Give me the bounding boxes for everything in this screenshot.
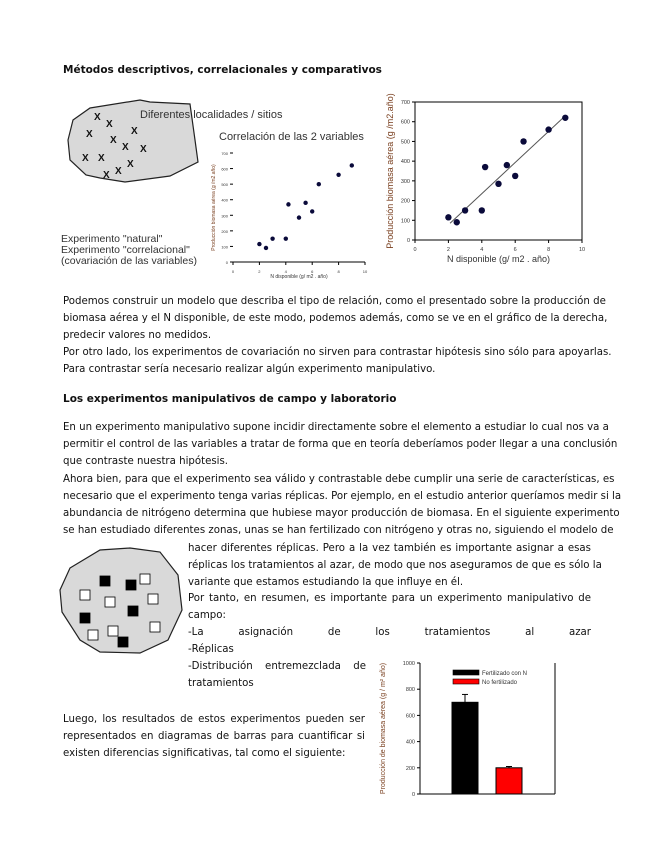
data-point <box>545 126 551 132</box>
text-line: -La asignación de los tratamientos al azar <box>188 627 591 638</box>
y-tick-label: 200 <box>400 198 410 205</box>
text-line: Luego, los resultados de estos experimentos pueden ser <box>63 714 365 725</box>
y-tick-label: 300 <box>221 213 228 219</box>
data-point <box>462 207 468 213</box>
site-marker: X <box>98 153 105 164</box>
text-line: Podemos construir un modelo que describa el tipo de relación, como el presentado sobre la producción de <box>63 296 606 307</box>
y-tick-label: 400 <box>405 739 415 746</box>
y-tick-label: 1000 <box>402 661 415 667</box>
data-point <box>454 219 460 225</box>
x-axis-label: N disponible (g/ m2 . año) <box>446 254 551 264</box>
control-plot <box>108 626 118 636</box>
text-line: abundancia de nitrógeno determina que hubiese mayor producción de biomasa. En el siguiente experimento <box>63 508 620 519</box>
text-line: permitir el control de las variables a tratar de forma que en teoría deberíamos poder llegar a una conclusión <box>63 439 618 451</box>
site-marker: X <box>122 142 129 153</box>
y-tick-label: 800 <box>405 687 415 694</box>
y-tick-label: 600 <box>405 713 415 720</box>
legend-swatch <box>453 679 479 684</box>
list-item-distribution <box>188 661 366 672</box>
legend-label: No fertilizado <box>482 680 518 686</box>
control-plot <box>140 574 150 584</box>
site-marker: X <box>110 135 117 146</box>
data-point <box>284 236 288 240</box>
scatter-small <box>211 151 368 280</box>
fertilized-plot <box>128 606 138 616</box>
bar-chart <box>380 661 555 798</box>
text-line: Por tanto, en resumen, es importante para un experimento manipulativo de <box>188 593 591 605</box>
exp-covariation: (covariación de las variables) <box>61 255 197 267</box>
data-point <box>445 214 451 220</box>
x-tick-label: 10 <box>362 269 368 274</box>
y-tick-label: 100 <box>221 244 228 250</box>
experiment-types <box>61 234 197 267</box>
x-tick-label: 2 <box>258 269 261 274</box>
text-line: En un experimento manipulativo supone incidir directamente sobre el elemento a estudiar lo cual nos va a <box>63 422 609 433</box>
heading-methods: Métodos descriptivos, correlacionales y comparativos <box>63 64 382 76</box>
data-point <box>336 173 340 177</box>
fertilized-plot <box>126 580 136 590</box>
control-plot <box>150 622 160 632</box>
data-point <box>479 207 485 213</box>
word: -Distribución <box>188 661 253 672</box>
data-point <box>504 162 510 168</box>
data-point <box>270 236 274 240</box>
y-tick-label: 400 <box>221 197 228 203</box>
data-point <box>310 209 314 213</box>
data-point <box>303 201 307 205</box>
fertilized-plot <box>100 576 110 586</box>
y-tick-label: 100 <box>400 218 410 225</box>
y-tick-label: 500 <box>221 182 228 188</box>
text-line: Por otro lado, los experimentos de covariación no sirven para contrastar hipótesis sino sólo para apoyarlas. <box>63 347 612 358</box>
text-line: variante que estamos estudiando la que influye en él. <box>188 576 464 588</box>
sites-label: Diferentes localidades / sitios <box>140 109 283 121</box>
heading-manipulative: Los experimentos manipulativos de campo y laboratorio <box>63 393 397 405</box>
data-point <box>286 202 290 206</box>
bar <box>452 702 478 794</box>
x-tick-label: 10 <box>578 247 586 253</box>
data-point <box>482 164 488 170</box>
site-marker: X <box>82 153 89 164</box>
site-marker: X <box>103 170 110 181</box>
list-item-distribution-cont: tratamientos <box>188 678 254 689</box>
data-point <box>297 215 301 219</box>
text-line: existen diferencias significativas, tal como el siguiente: <box>63 748 346 759</box>
site-marker: X <box>115 166 122 177</box>
y-axis-label: Producción biomasa aérea (g /m2.año) <box>211 164 217 251</box>
x-tick-label: 0 <box>231 269 235 274</box>
data-point <box>350 163 354 167</box>
text-line: Ahora bien, para que el experimento sea válido y contrastable debe cumplir una serie de características, es <box>63 473 615 485</box>
exp-natural: Experimento "natural" <box>61 233 163 245</box>
x-tick-label: 6 <box>513 247 517 253</box>
y-tick-label: 400 <box>400 159 410 166</box>
text-line: que contraste nuestra hipótesis. <box>63 456 229 468</box>
text-line: predecir valores no medidos. <box>63 330 212 341</box>
text-line: hacer diferentes réplicas. Pero a la vez también es importante asignar a esas <box>188 543 591 554</box>
data-point <box>264 246 268 250</box>
data-point <box>520 138 526 144</box>
y-tick-label: 600 <box>400 119 410 126</box>
site-marker: X <box>140 144 147 155</box>
control-plot <box>105 597 115 607</box>
scatter-large <box>385 93 585 264</box>
y-tick-label: 700 <box>400 100 410 106</box>
site-marker: X <box>127 159 134 170</box>
text-line: campo: <box>188 610 226 622</box>
text-line: biomasa aérea y el N disponible, de este modo, podemos además, como se ve en el gráfico de la derecha, <box>63 313 608 324</box>
site-marker: X <box>94 112 101 123</box>
x-tick-label: 4 <box>480 247 484 253</box>
legend-swatch <box>453 670 479 675</box>
y-axis-label: Producción biomasa aérea (g /m2.año) <box>385 93 395 249</box>
site-marker: X <box>86 129 93 140</box>
site-marker: X <box>131 126 138 137</box>
data-point <box>512 173 518 179</box>
control-plot <box>80 590 90 600</box>
x-tick-label: 8 <box>547 247 551 253</box>
x-tick-label: 6 <box>311 269 314 274</box>
control-plot <box>88 630 98 640</box>
x-tick-label: 4 <box>284 269 287 274</box>
legend-label: Fertilizado con N <box>482 671 528 677</box>
text-line: Para contrastar sería necesario realizar algún experimento manipulativo. <box>63 364 436 375</box>
exp-correlational: Experimento "correlacional" <box>61 244 190 256</box>
x-tick-label: 2 <box>446 247 450 253</box>
y-tick-label: 200 <box>405 765 415 772</box>
y-tick-label: 0 <box>411 792 415 798</box>
plot-frame <box>415 102 582 240</box>
data-point <box>257 242 261 246</box>
data-point <box>317 182 321 186</box>
data-point <box>495 181 501 187</box>
text-line: se han estudiado diferentes zonas, unas se han fertilizado con nitrógeno y otras no, siguiendo el modelo de <box>63 525 614 537</box>
word: de <box>353 661 366 672</box>
text-line: necesario que el experimento tenga varias réplicas. Por ejemplo, en el estudio anterior queríamos medir si la <box>63 490 622 502</box>
text-line: réplicas los tratamientos al azar, de modo que nos aseguramos de que es sólo la <box>188 559 602 571</box>
bar <box>496 768 522 794</box>
control-plot <box>148 594 158 604</box>
text-line: representados en diagramas de barras para cuantificar si <box>63 731 365 742</box>
x-axis-label: N disponible (g/ m2 . año) <box>270 274 328 280</box>
fertilized-plot <box>118 637 128 647</box>
x-tick-label: 0 <box>413 247 417 253</box>
y-axis-label: Producción de biomasa aérea (g / m² año) <box>380 662 387 795</box>
correlation-label: Correlación de las 2 variables <box>219 131 364 143</box>
y-tick-label: 0 <box>406 238 410 244</box>
y-tick-label: 300 <box>400 178 410 185</box>
y-tick-label: 600 <box>221 166 228 172</box>
data-point <box>562 115 568 121</box>
fertilized-plot <box>80 613 90 623</box>
x-tick-label: 8 <box>337 269 340 274</box>
site-marker: X <box>106 119 113 130</box>
y-tick-label: 500 <box>400 139 410 146</box>
word: entremezclada <box>265 661 341 672</box>
y-tick-label: 700 <box>221 151 228 156</box>
text-line: -Réplicas <box>188 643 234 655</box>
y-tick-label: 0 <box>225 260 228 265</box>
y-tick-label: 200 <box>221 228 228 234</box>
